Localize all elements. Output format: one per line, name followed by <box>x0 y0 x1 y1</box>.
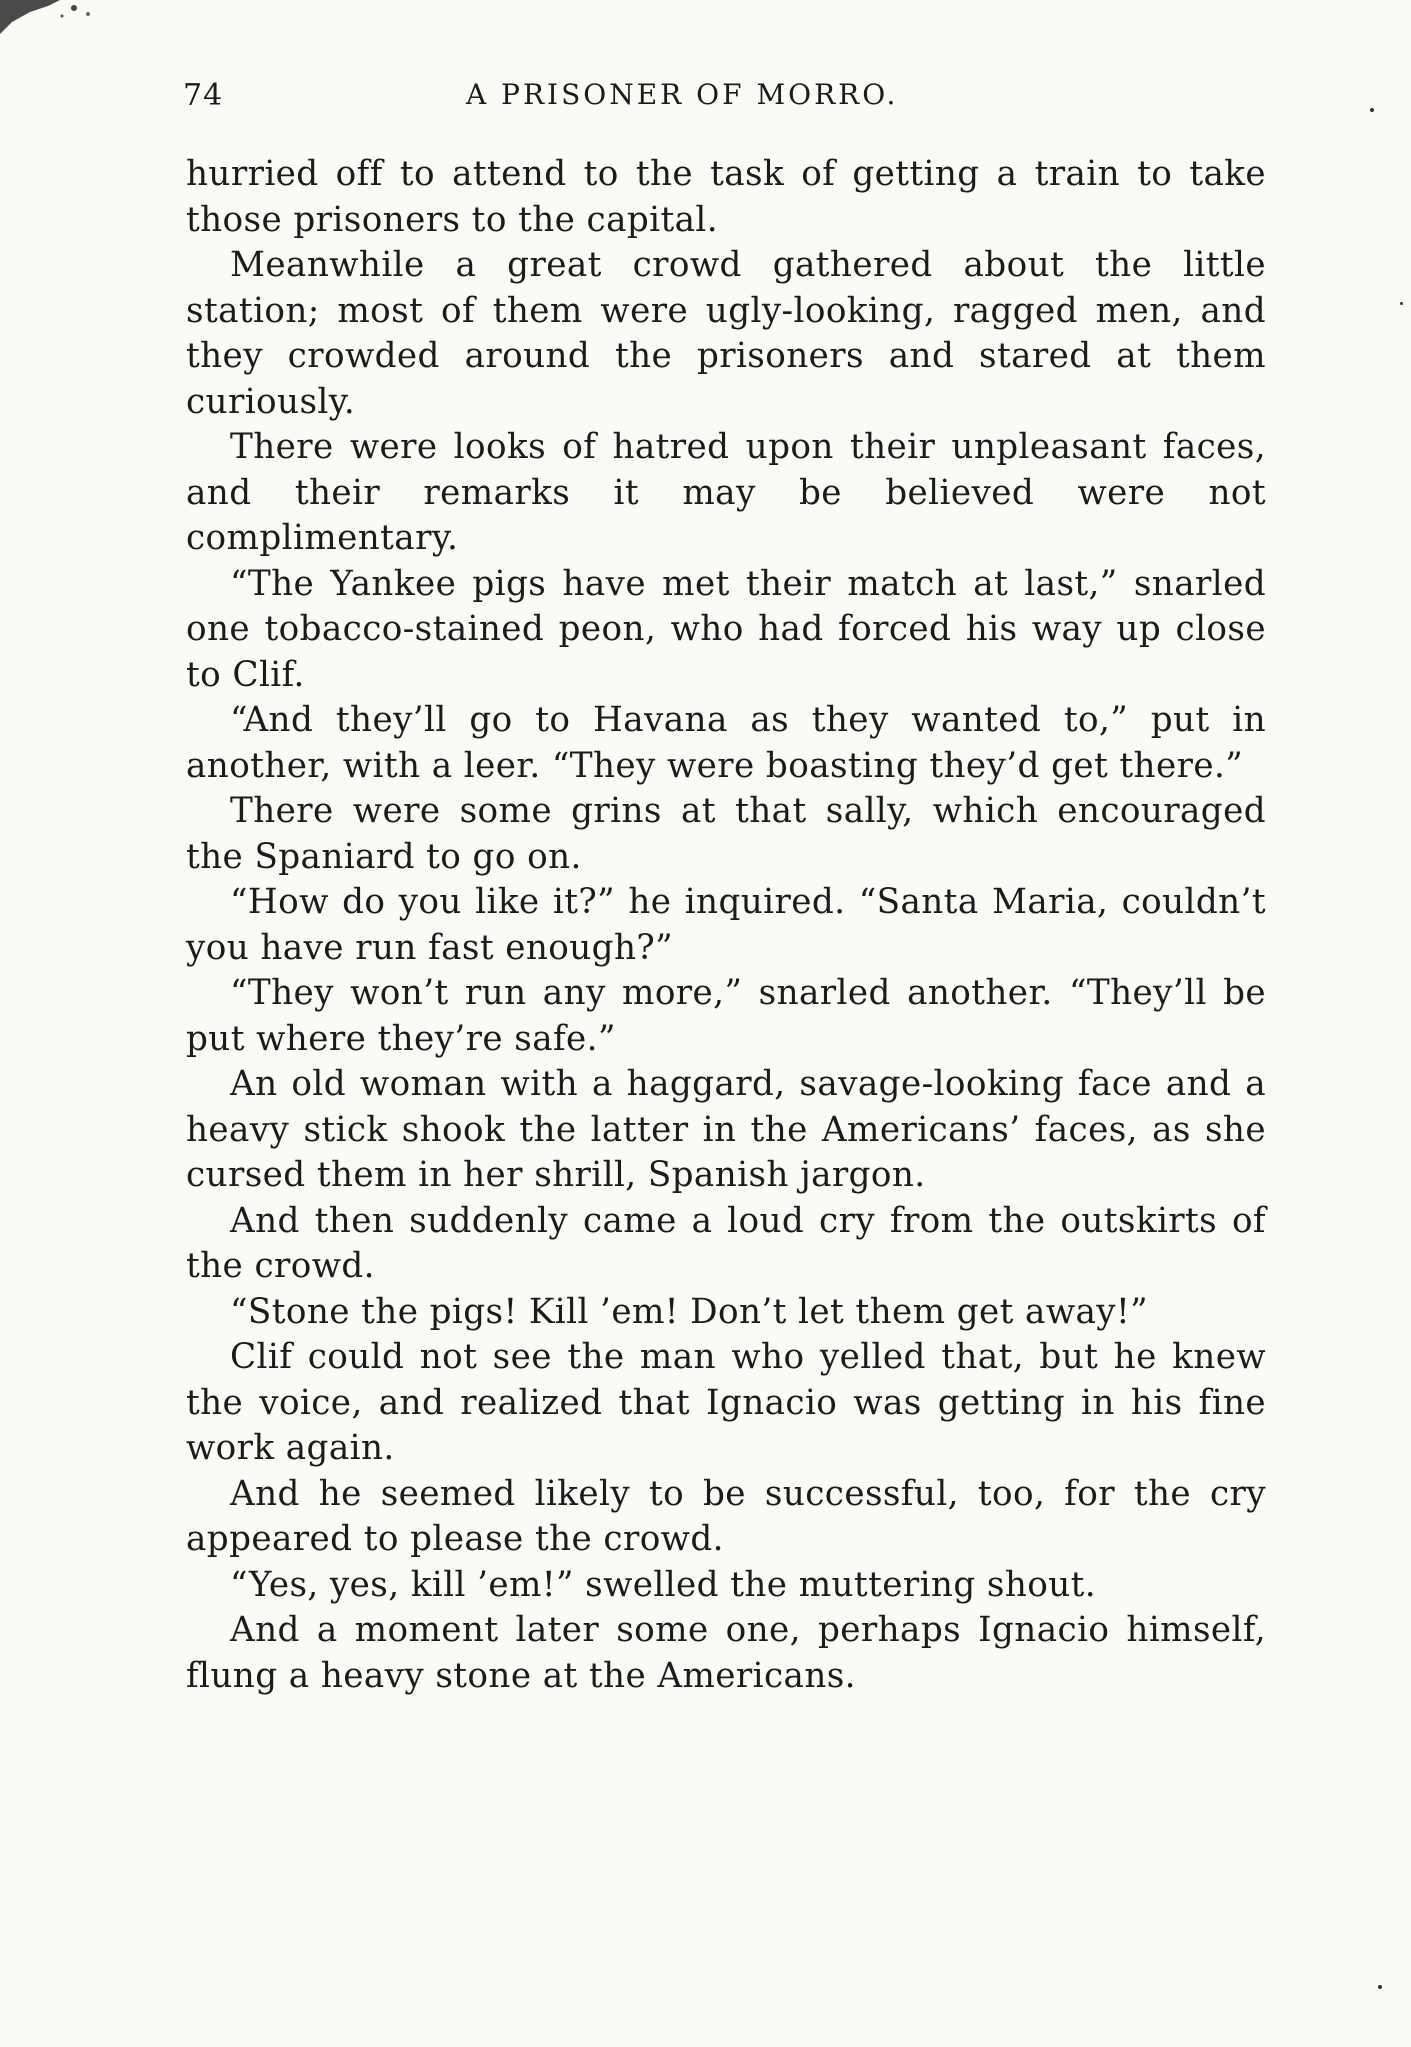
print-speck <box>1378 1985 1382 1989</box>
paragraph: “How do you like it?” he inquired. “Santa Maria, couldn’t you have run fast enough?” <box>186 882 1266 968</box>
paragraph: And he seemed likely to be successful, too, for the cry appeared to please the crowd. <box>186 1473 1266 1559</box>
paragraph: “Yes, yes, kill ’em!” swelled the muttering shout. <box>230 1564 1097 1605</box>
corner-smudge-mark <box>0 0 110 38</box>
paragraph: And then suddenly came a loud cry from the outskirts of the crowd. <box>186 1200 1266 1286</box>
paragraph: “And they’ll go to Havana as they wanted to,” put in another, with a leer. “They were boasting they’d get there.” <box>186 700 1266 786</box>
paragraph: Clif could not see the man who yelled that, but he knew the voice, and realized that Ignacio was getting in his fine work again. <box>186 1337 1266 1468</box>
paragraph: “They won’t run any more,” snarled another. “They’ll be put where they’re safe.” <box>186 973 1266 1059</box>
body-text <box>186 152 1266 1699</box>
paragraph: An old woman with a haggard, savage-looking face and a heavy stick shook the latter in the Americans’ faces, as she cursed them in her shrill, Spanish jargon. <box>186 1064 1266 1195</box>
running-title: A PRISONER OF MORRO. <box>466 78 899 111</box>
paragraph: hurried off to attend to the task of getting a train to take those prisoners to the capital. <box>186 154 1266 240</box>
paragraph: There were some grins at that sally, which encouraged the Spaniard to go on. <box>186 791 1266 877</box>
paragraph: And a moment later some one, perhaps Ignacio himself, flung a heavy stone at the Americans. <box>186 1610 1266 1696</box>
paragraph: Meanwhile a great crowd gathered about the little station; most of them were ugly-looking, ragged men, and they crowded around the prisoners and stared at them curiously. <box>186 245 1266 422</box>
paragraph: There were looks of hatred upon their unpleasant faces, and their remarks it may be believed were not complimentary. <box>186 427 1266 558</box>
print-speck <box>1400 302 1403 305</box>
paragraph: “The Yankee pigs have met their match at last,” snarled one tobacco-stained peon, who had forced his way up close to Clif. <box>186 563 1266 695</box>
page-header <box>183 78 1266 124</box>
page-number: 74 <box>183 78 224 113</box>
paragraph: “Stone the pigs! Kill ’em! Don’t let them get away!” <box>230 1291 1148 1332</box>
print-speck <box>1370 108 1374 112</box>
